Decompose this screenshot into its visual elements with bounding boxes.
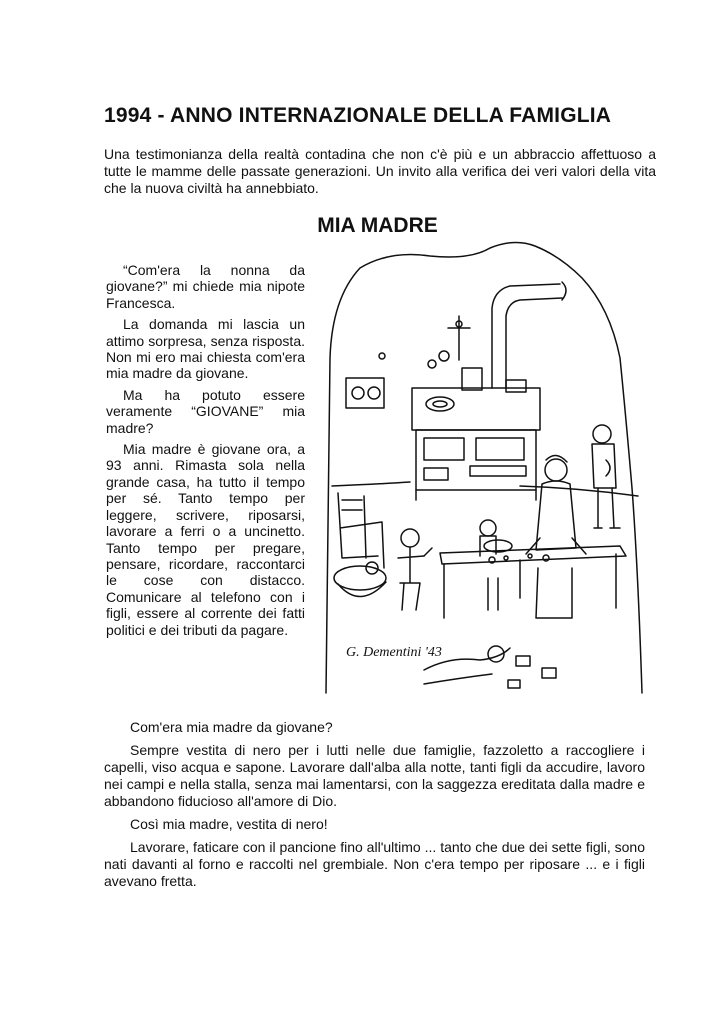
bottom-text xyxy=(104,719,645,896)
paragraph: “Com'era la nonna da giovane?” mi chiede mia nipote Francesca. xyxy=(106,262,305,311)
paragraph: Sempre vestita di nero per i lutti nelle due famiglie, fazzoletto a raccogliere i capelli, viso acqua e sapone. Lavorare dall'alba alla notte, tanti figli da accudire, lavoro nei campi e nella stalla, senza mai lamentarsi, con la saggezza ereditata dalla madre e abbandono fiducioso all'amore di Dio. xyxy=(104,742,645,809)
illustration-signature: G. Dementini '43 xyxy=(346,645,442,660)
paragraph: Mia madre è giovane ora, a 93 anni. Rimasta sola nella grande casa, ha tutto il tempo per sé. Tanto tempo per leggere, scrivere, riposarsi, lavorare a ferri o a uncinetto. Tanto tempo per pregare, pensare, ricordare, raccontarci le cose con distacco. Comunicare al telefono con i figli, essere al corrente dei fatti politici e dei tributi da pagare. xyxy=(106,441,305,638)
intro-text: Una testimonianza della realtà contadina che non c'è più e un abbraccio affettuoso a tutte le mamme delle passate generazioni. Un invito alla verifica dei veri valori della vita che la nuova civiltà ha annebbiato. xyxy=(104,146,656,196)
paragraph: Ma ha potuto essere veramente “GIOVANE” mia madre? xyxy=(106,386,305,436)
paragraph: Lavorare, faticare con il pancione fino all'ultimo ... tanto che due dei sette figli, sono nati davanti al forno e raccolti nel grembiale. Non c'era tempo per riposare ... e i figli avevano fretta. xyxy=(104,839,645,889)
article-subtitle: MIA MADRE xyxy=(317,214,438,237)
left-column xyxy=(106,262,305,643)
paragraph: Così mia madre, vestita di nero! xyxy=(130,816,328,832)
page-title: 1994 - ANNO INTERNAZIONALE DELLA FAMIGLIA xyxy=(104,104,612,127)
paragraph: Com'era mia madre da giovane? xyxy=(130,719,333,735)
kitchen-illustration xyxy=(320,238,660,698)
paragraph: La domanda mi lascia un attimo sorpresa, senza risposta. Non mi ero mai chiesta com'era mia madre da giovane. xyxy=(106,316,305,382)
